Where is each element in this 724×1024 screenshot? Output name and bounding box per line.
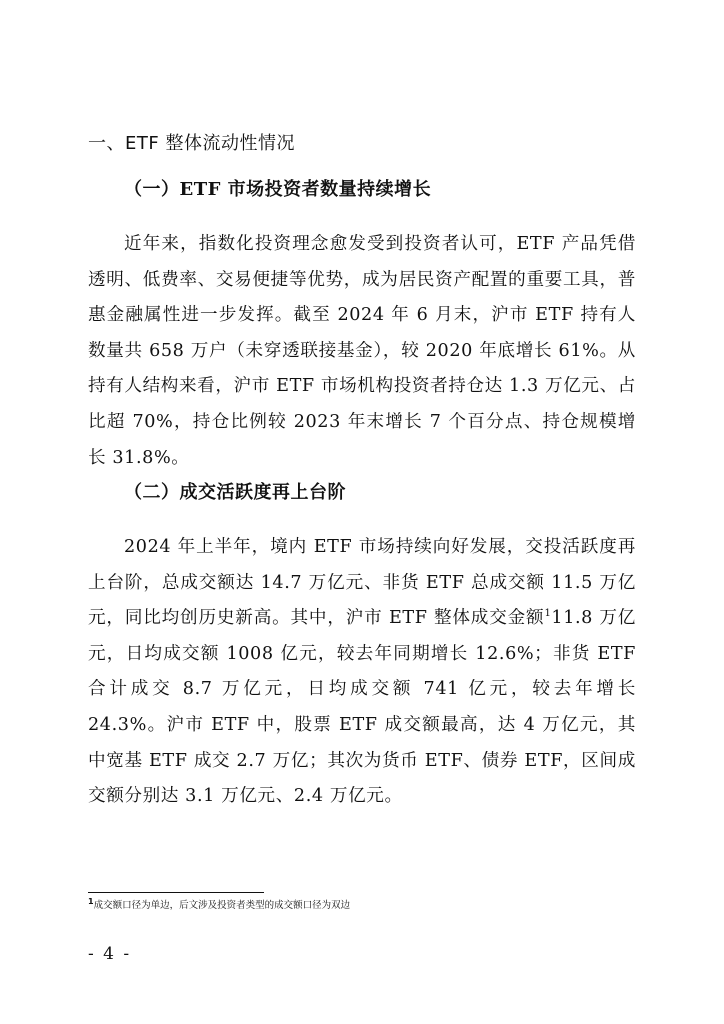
paragraph-text-before-footnote: 2024 年上半年，境内 ETF 市场持续向好发展，交投活跃度再上台阶，总成交额达 14.7 万亿元、非货 ETF 总成交额 11.5 万亿元，同比均创历史新高。其中，沪市 ETF 整体成交金额 [88,537,636,629]
subsection-1-paragraph: 近年来，指数化投资理念愈发受到投资者认可，ETF 产品凭借透明、低费率、交易便捷等优势，成为居民资产配置的重要工具，普惠金融属性进一步发挥。截至 2024 年 6 月末，沪市 ETF 持有人数量共 658 万户（未穿透联接基金），较 2020 年底增长 61%。从持有人结构来看，沪市 ETF 市场机构投资者持仓达 1.3 万亿元、占比超 70%，持仓比例较 2023 年末增长 7 个百分点、持仓规模增长 31.8%。 [88,234,636,468]
footnote-separator [88,892,264,893]
footnote-text: 成交额口径为单边，后文涉及投资者类型的成交额口径为双边 [93,900,351,911]
subsection-1-heading: （一）ETF 市场投资者数量持续增长 [124,179,432,200]
section-heading: 一、ETF 整体流动性情况 [88,133,295,154]
paragraph-text-after-footnote: 11.8 万亿元，日均成交额 1008 亿元，较去年同期增长 12.6%；非货 ETF 合计成交 8.7 万亿元，日均成交额 741 亿元，较去年增长 24.3%。沪市 ETF 中，股票 ETF 成交额最高，达 4 万亿元，其中宽基 ETF 成交 2.7 万亿；其次为货币 ETF、债券 ETF，区间成交额分别达 3.1 万亿元、2.4 万亿元。 [88,608,636,807]
subsection-2-heading: （二）成交活跃度再上台阶 [124,482,346,503]
footnote-number: 1 [88,896,94,906]
footnote-reference[interactable]: 1 [544,608,552,620]
subsection-2-paragraph [88,530,636,815]
footnote [88,898,350,914]
page-number: - 4 - [88,944,132,964]
